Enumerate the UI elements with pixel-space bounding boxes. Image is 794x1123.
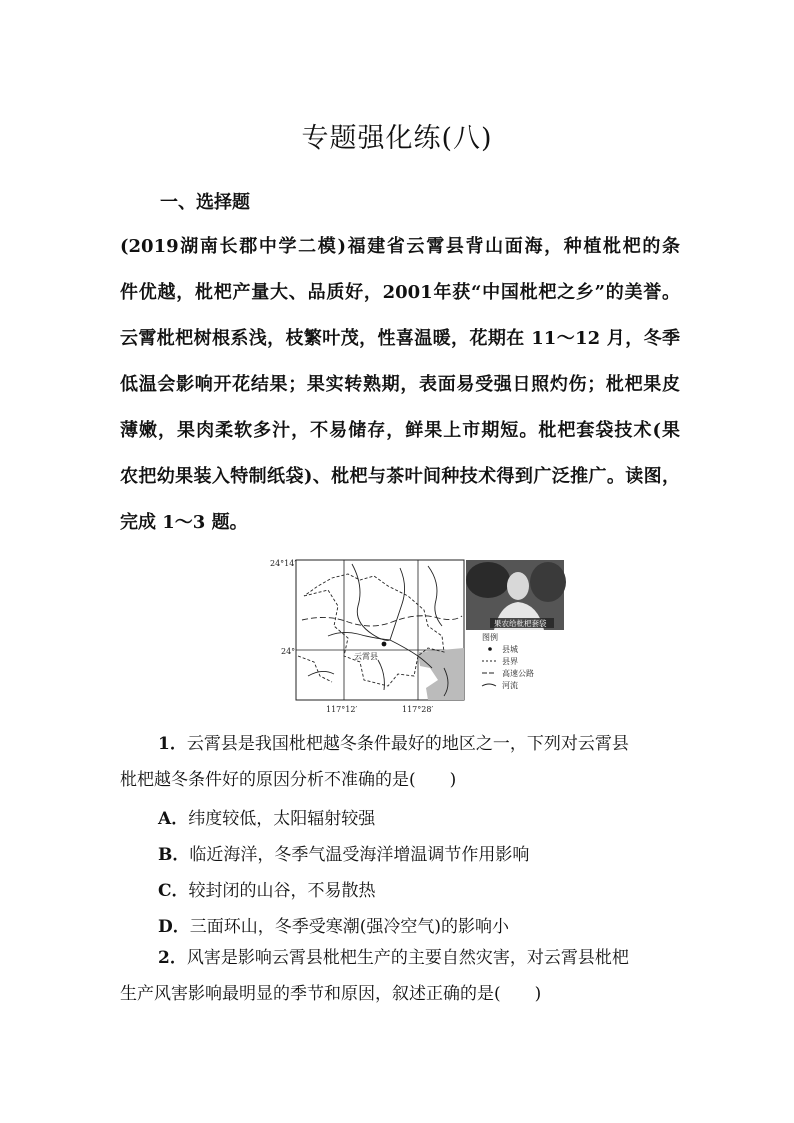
- county-seat-marker: [382, 642, 387, 647]
- county-map: [268, 556, 568, 721]
- river: [390, 568, 405, 640]
- legend-item: 县城: [502, 645, 518, 654]
- county-label: 云霄县: [354, 652, 378, 661]
- intro-line: 农把幼果装入特制纸袋)、枇杷与茶叶间种技术得到广泛推广。读图，: [120, 466, 680, 487]
- question-number: 1．: [158, 734, 187, 754]
- intro-line: 云霄枇杷树根系浅，枝繁叶茂，性喜温暖，花期在 11～12 月，冬季: [120, 328, 680, 349]
- farmer-face: [507, 572, 529, 600]
- answer-paren-close: ): [534, 984, 542, 1004]
- river: [308, 671, 334, 676]
- intro-paragraph: [120, 224, 680, 546]
- sea-area: [418, 648, 464, 700]
- county-boundary: [304, 574, 444, 686]
- question-1: [120, 726, 680, 798]
- county-seat-icon: [488, 647, 492, 651]
- intro-line: 件优越，枇杷产量大、品质好，2001年获“中国枇杷之乡”的美誉。: [120, 282, 680, 303]
- option-key: D．: [158, 917, 190, 937]
- question-number: 2．: [158, 948, 187, 968]
- option-c[interactable]: [158, 876, 376, 901]
- river: [328, 632, 390, 640]
- county-boundary: [298, 656, 332, 682]
- river: [352, 564, 390, 640]
- section-heading: 一、选择题: [160, 192, 250, 213]
- option-text: 纬度较低，太阳辐射较强: [188, 809, 376, 829]
- intro-line: 低温会影响开花结果；果实转熟期，表面易受强日照灼伤；枇杷果皮: [120, 374, 680, 395]
- option-key: B．: [158, 845, 190, 865]
- legend-item: 高速公路: [502, 669, 534, 678]
- question-line: [120, 726, 680, 762]
- option-text: 临近海洋，冬季气温受海洋增温调节作用影响: [189, 845, 530, 865]
- option-key: C．: [158, 881, 189, 901]
- question-line: [120, 762, 680, 798]
- legend-item: 河流: [502, 681, 518, 690]
- longitude-label: 117°28′: [402, 705, 434, 714]
- question-text: 生产风害影响最明显的季节和原因，叙述正确的是(: [120, 984, 501, 1004]
- option-d[interactable]: [158, 912, 509, 937]
- question-line: [120, 940, 680, 976]
- option-a[interactable]: [158, 804, 375, 829]
- longitude-label: 117°12′: [326, 705, 358, 714]
- legend-item: 县界: [502, 657, 518, 666]
- river-icon: [482, 684, 496, 686]
- map-figure: [268, 556, 568, 721]
- question-text: 风害是影响云霄县枇杷生产的主要自然灾害，对云霄县枇杷: [186, 948, 629, 968]
- option-b[interactable]: [158, 840, 529, 865]
- photo-caption: 果农给枇杷套袋: [494, 619, 547, 628]
- answer-paren-close: ): [449, 770, 457, 790]
- question-2: [120, 940, 680, 1012]
- intro-line: 完成 1～3 题。: [120, 512, 248, 533]
- option-text: 较封闭的山谷，不易散热: [188, 881, 376, 901]
- question-text: 枇杷越冬条件好的原因分析不准确的是(: [120, 770, 416, 790]
- intro-line: 薄嫩，果肉柔软多汁，不易储存，鲜果上市期短。枇杷套袋技术(果: [120, 420, 680, 441]
- latitude-label: 24°14′: [270, 559, 297, 568]
- page-title: 专题强化练(八): [301, 123, 493, 154]
- option-key: A．: [158, 809, 189, 829]
- river: [378, 660, 384, 690]
- latitude-label: 24°: [281, 647, 296, 656]
- question-text: 云霄县是我国枇杷越冬条件最好的地区之一，下列对云霄县: [186, 734, 629, 754]
- option-text: 三面环山，冬季受寒潮(强冷空气)的影响小: [189, 917, 510, 937]
- intro-line: (2019湖南长郡中学二模)福建省云霄县背山面海，种植枇杷的条: [120, 236, 680, 257]
- question-line: [120, 976, 680, 1012]
- legend-title: 图例: [482, 633, 498, 642]
